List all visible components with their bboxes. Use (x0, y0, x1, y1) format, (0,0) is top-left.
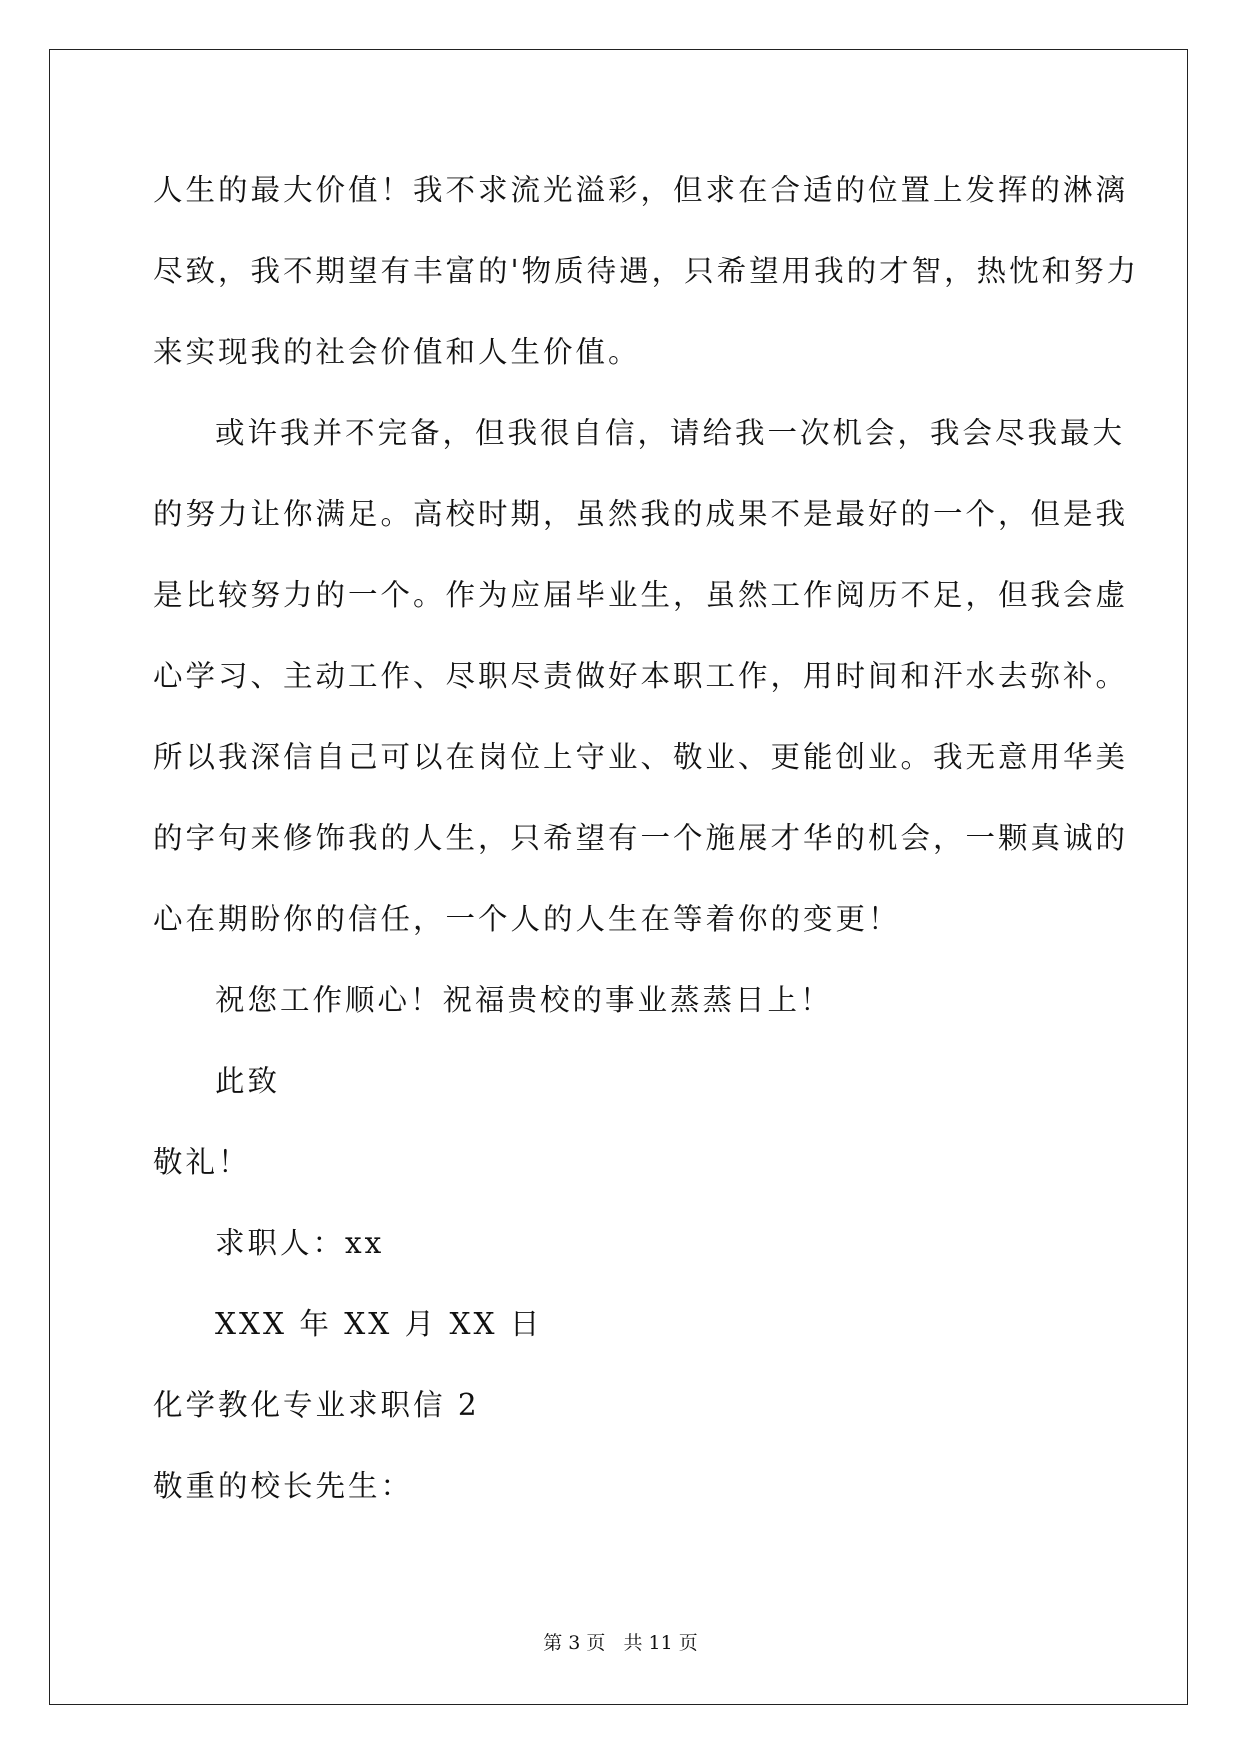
body-line-10: 心在期盼你的信任，一个人的人生在等着你的变更！ (153, 902, 901, 936)
body-line-7: 心学习、主动工作、尽职尽责做好本职工作，用时间和汗水去弥补。 (153, 659, 1129, 693)
body-line-5: 的努力让你满足。高校时期，虽然我的成果不是最好的一个，但是我 (153, 497, 1129, 531)
closing-wish: 祝您工作顺心！祝福贵校的事业蒸蒸日上！ (215, 983, 833, 1017)
body-line-9: 的字句来修饰我的人生，只希望有一个施展才华的机会，一颗真诚的 (153, 821, 1129, 855)
letter-date: XXX 年 XX 月 XX 日 (215, 1307, 543, 1341)
body-line-6: 是比较努力的一个。作为应届毕业生，虽然工作阅历不足，但我会虚 (153, 578, 1129, 612)
applicant-name: 求职人：xx (215, 1226, 385, 1260)
body-line-3: 来实现我的社会价值和人生价值。 (153, 335, 641, 369)
body-line-2: 尽致，我不期望有丰富的'物质待遇，只希望用我的才智，热忱和努力 (153, 254, 1140, 288)
page-border (49, 49, 1188, 1705)
page-footer (0, 1628, 1241, 1655)
salutation-cizhi: 此致 (215, 1064, 281, 1098)
greeting: 敬重的校长先生： (153, 1469, 414, 1503)
body-line-1: 人生的最大价值！我不求流光溢彩，但求在合适的位置上发挥的淋漓 (153, 173, 1129, 207)
salutation-jingli: 敬礼！ (153, 1145, 251, 1179)
body-line-8: 所以我深信自己可以在岗位上守业、敬业、更能创业。我无意用华美 (153, 740, 1129, 774)
section-title: 化学教化专业求职信 2 (153, 1388, 480, 1422)
page-total: 共 11 页 (623, 1632, 698, 1654)
page-number: 第 3 页 (543, 1632, 606, 1654)
body-line-4: 或许我并不完备，但我很自信，请给我一次机会，我会尽我最大 (215, 416, 1126, 450)
